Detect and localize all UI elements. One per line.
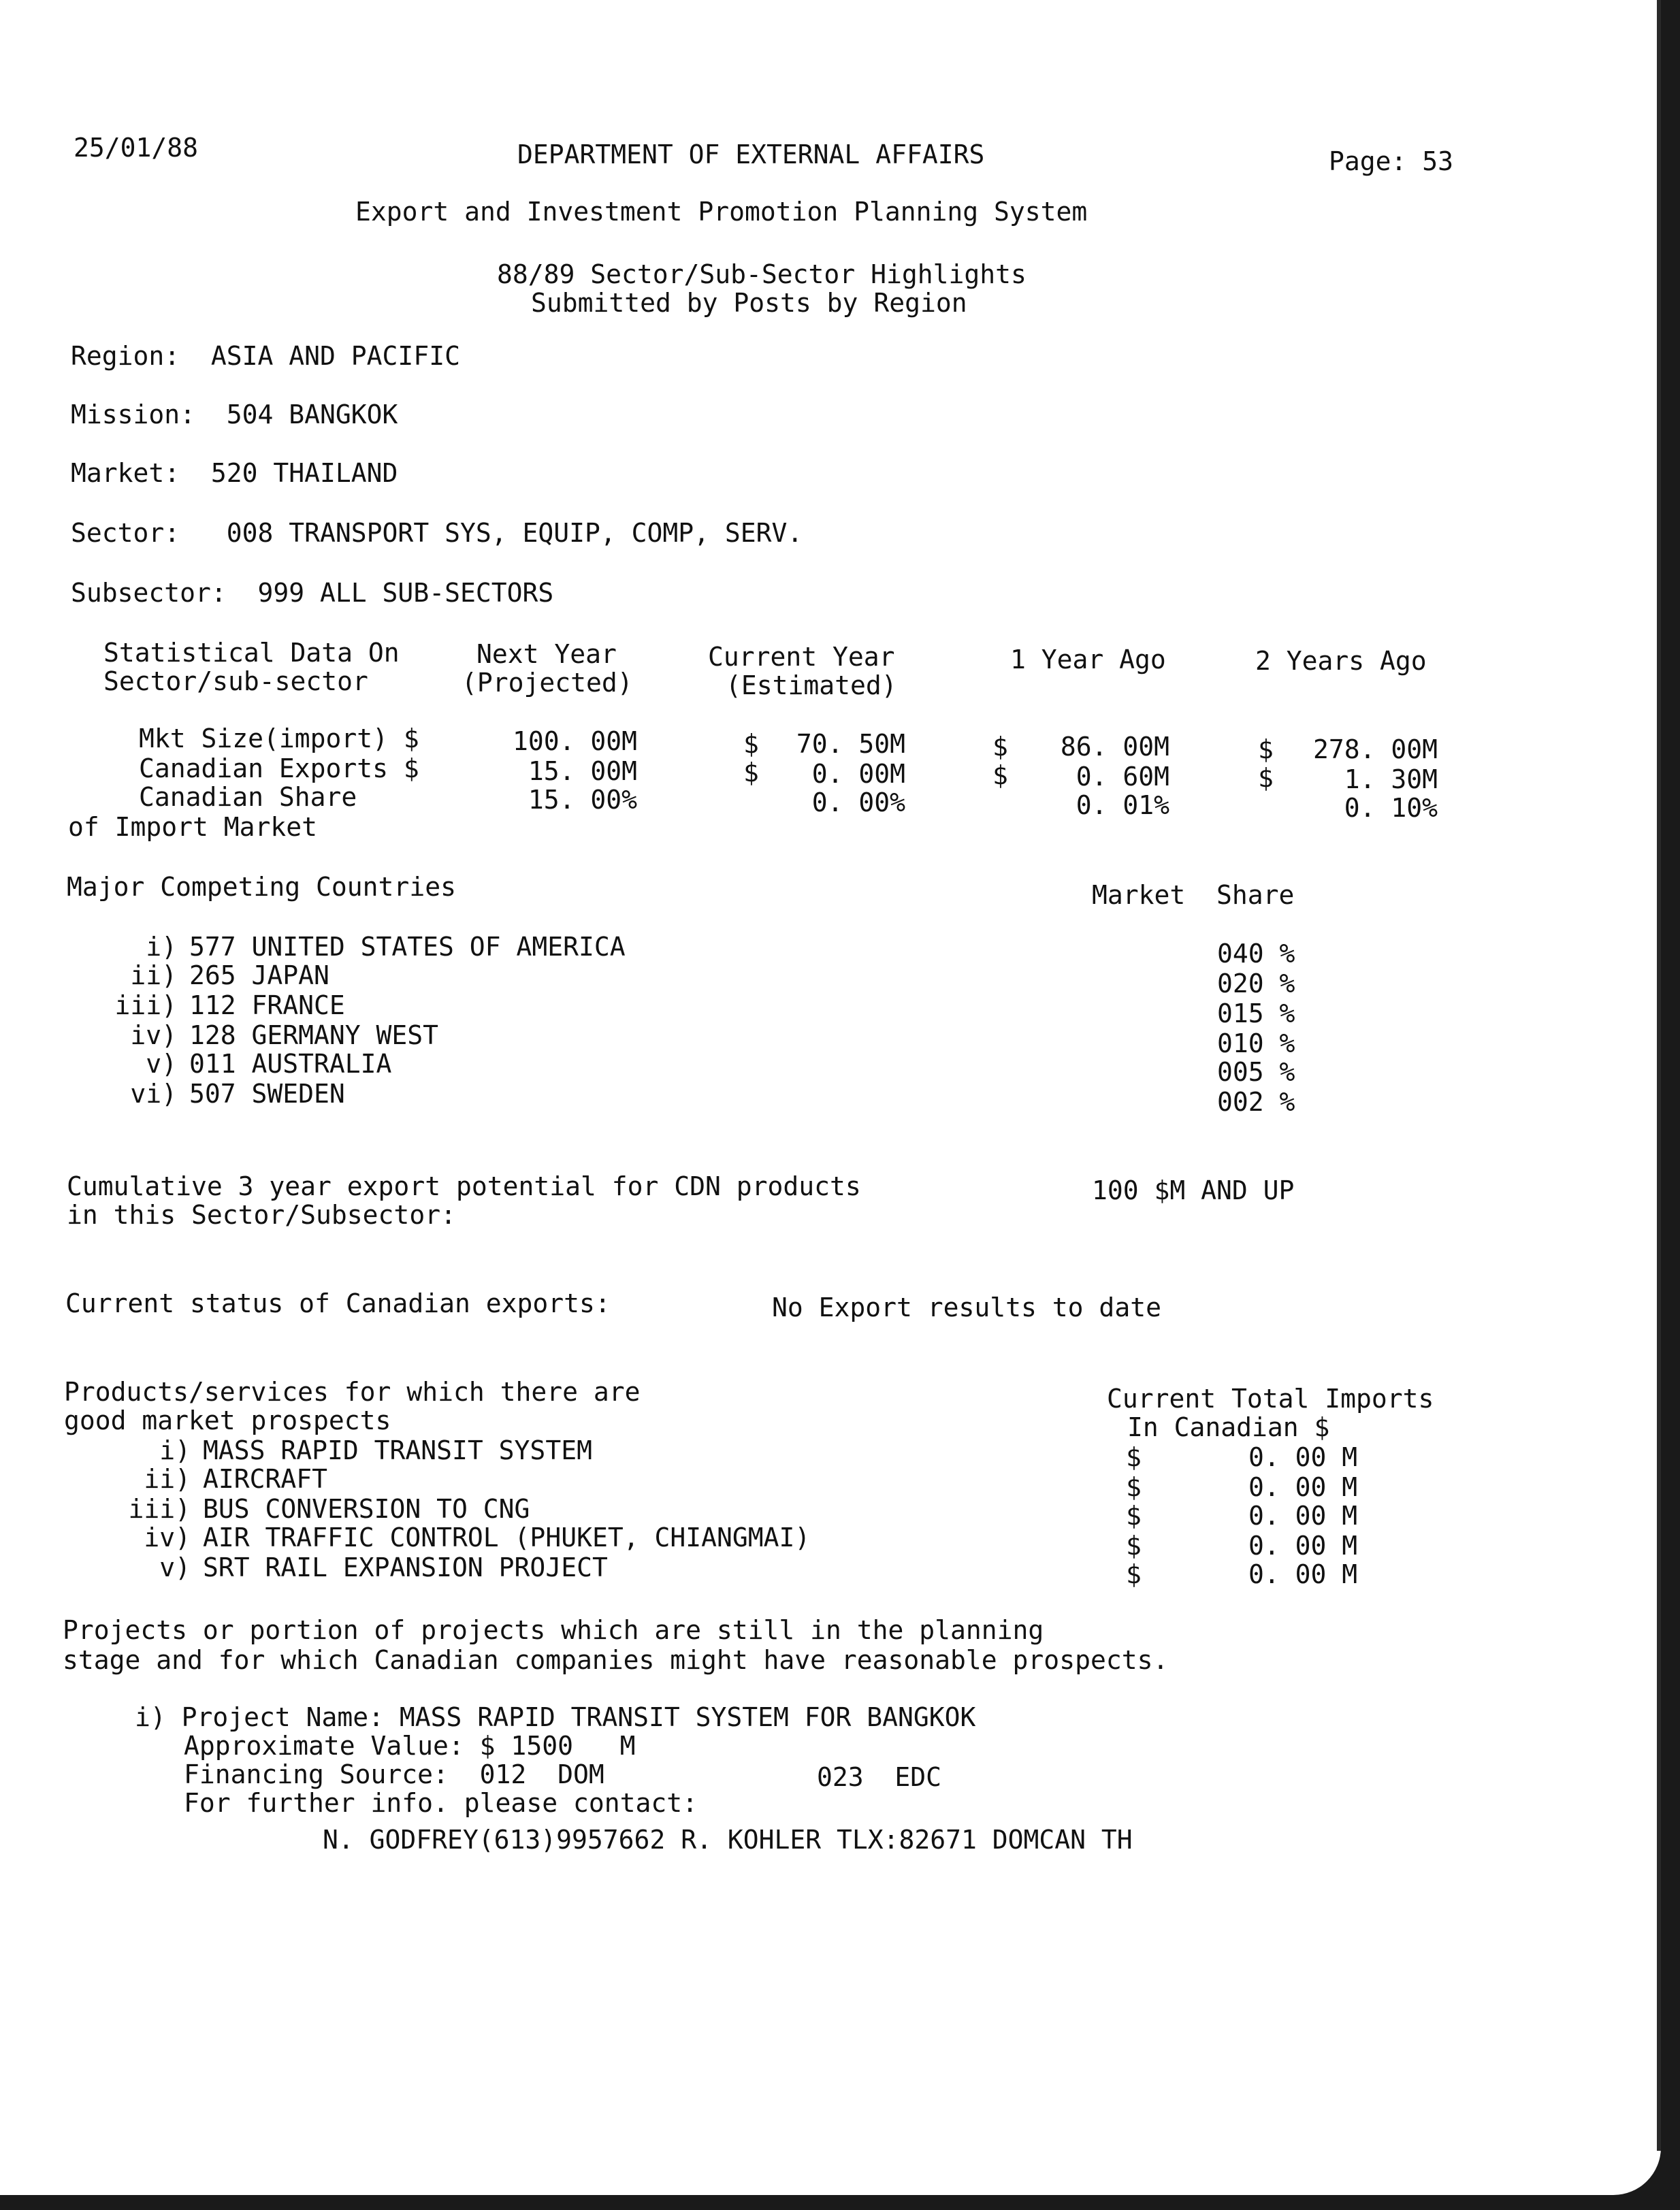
competitor-name: 577 UNITED STATES OF AMERICA (189, 932, 626, 962)
row-cdn-share-label: Canadian Share (139, 782, 357, 812)
product-name: AIRCRAFT (203, 1464, 328, 1494)
competitor-name: 128 GERMANY WEST (189, 1020, 439, 1050)
row-mkt-size-2ago-sym: $ (1258, 734, 1274, 764)
competitor-num: i) (146, 932, 177, 962)
row-cdn-exports-2ago-sym: $ (1258, 763, 1274, 793)
mission-field: Mission: 504 BANGKOK (71, 400, 398, 429)
potential-label-2: in this Sector/Subsector: (67, 1200, 456, 1230)
product-num: ii) (144, 1464, 191, 1494)
product-num: i) (159, 1435, 191, 1465)
product-sym: $ (1126, 1559, 1142, 1589)
competitor-name: 507 SWEDEN (189, 1079, 345, 1109)
competitor-num: vi) (130, 1079, 177, 1109)
product-value: 0. 00 M (1248, 1472, 1358, 1502)
row-mkt-size-current: 70. 50M (796, 729, 905, 759)
market-share-header: Market Share (1092, 880, 1295, 910)
competitors-title: Major Competing Countries (67, 872, 456, 902)
col-next-year-sub: (Projected) (462, 668, 633, 698)
product-sym: $ (1126, 1501, 1142, 1531)
competitor-share: 020 % (1217, 969, 1295, 998)
competitor-name: 112 FRANCE (189, 990, 345, 1020)
col-2-years-ago: 2 Years Ago (1255, 646, 1427, 676)
competitor-num: v) (146, 1049, 177, 1079)
row-cdn-share-1ago: 0. 01% (1076, 790, 1169, 820)
product-name: MASS RAPID TRANSIT SYSTEM (203, 1435, 592, 1465)
report-date: 25/01/88 (74, 133, 199, 163)
project-contact: N. GODFREY(613)9957662 R. KOHLER TLX:82671 DOMCAN TH (323, 1825, 1133, 1855)
col-next-year: Next Year (476, 639, 617, 669)
potential-value: 100 $M AND UP (1092, 1175, 1295, 1205)
product-name: SRT RAIL EXPANSION PROJECT (203, 1553, 608, 1582)
product-num: iii) (128, 1494, 191, 1524)
row-cdn-share-next: 15. 00% (528, 785, 637, 815)
competitor-share: 040 % (1217, 939, 1295, 969)
product-value: 0. 00 M (1248, 1442, 1358, 1472)
row-cdn-share-label-cont: of Import Market (68, 812, 318, 842)
product-value: 0. 00 M (1248, 1501, 1358, 1531)
project-contact-label: For further info. please contact: (184, 1788, 698, 1818)
row-cdn-exports-next: 15. 00M (528, 756, 637, 786)
stats-header-label: Statistical Data On (103, 638, 400, 668)
products-label-2: good market prospects (64, 1405, 391, 1435)
competitor-num: iii) (114, 990, 177, 1020)
report-subtitle: Submitted by Posts by Region (531, 288, 967, 318)
products-label: Products/services for which there are (64, 1377, 641, 1407)
project-value: Approximate Value: $ 1500 M (184, 1731, 636, 1761)
row-mkt-size-next: 100. 00M (512, 726, 637, 756)
product-value: 0. 00 M (1248, 1559, 1358, 1589)
col-current-year: Current Year (708, 642, 895, 672)
market-field: Market: 520 THAILAND (71, 458, 398, 488)
row-mkt-size-1ago-sym: $ (992, 732, 1008, 762)
row-cdn-share-current: 0. 00% (811, 787, 905, 817)
projects-label: Projects or portion of projects which are still in the planning (63, 1615, 1044, 1645)
status-label: Current status of Canadian exports: (65, 1288, 611, 1318)
row-cdn-exports-label: Canadian Exports $ (139, 753, 419, 783)
row-mkt-size-label: Mkt Size(import) $ (139, 724, 419, 753)
stats-header-label-2: Sector/sub-sector (103, 666, 368, 696)
potential-label: Cumulative 3 year export potential for CDN products (67, 1171, 861, 1201)
imports-header: Current Total Imports (1107, 1384, 1434, 1414)
competitor-share: 015 % (1217, 998, 1295, 1028)
report-title: 88/89 Sector/Sub-Sector Highlights (497, 259, 1027, 289)
product-sym: $ (1126, 1442, 1142, 1472)
project-financing-2: 023 EDC (817, 1762, 942, 1792)
row-mkt-size-cur-sym: $ (743, 729, 759, 759)
product-sym: $ (1126, 1472, 1142, 1502)
product-value: 0. 00 M (1248, 1531, 1358, 1561)
row-cdn-exports-cur-sym: $ (743, 758, 759, 787)
row-mkt-size-2ago: 278. 00M (1312, 734, 1438, 764)
product-num: iv) (144, 1523, 191, 1553)
system-title: Export and Investment Promotion Planning System (355, 197, 1088, 227)
product-sym: $ (1126, 1531, 1142, 1561)
competitor-num: iv) (130, 1020, 177, 1050)
imports-header-2: In Canadian $ (1127, 1412, 1330, 1442)
competitor-share: 002 % (1217, 1087, 1295, 1117)
department-title: DEPARTMENT OF EXTERNAL AFFAIRS (517, 140, 985, 169)
page-number: Page: 53 (1329, 146, 1454, 176)
product-num: v) (159, 1553, 191, 1582)
competitor-name: 265 JAPAN (189, 960, 329, 990)
row-cdn-share-2ago: 0. 10% (1344, 793, 1438, 823)
competitor-share: 005 % (1217, 1057, 1295, 1087)
product-name: BUS CONVERSION TO CNG (203, 1494, 530, 1524)
project-financing: Financing Source: 012 DOM (184, 1759, 604, 1789)
row-cdn-exports-1ago: 0. 60M (1076, 762, 1169, 792)
competitor-share: 010 % (1217, 1028, 1295, 1058)
sector-field: Sector: 008 TRANSPORT SYS, EQUIP, COMP, SERV. (71, 518, 803, 548)
col-1-year-ago: 1 Year Ago (1010, 645, 1166, 675)
product-name: AIR TRAFFIC CONTROL (PHUKET, CHIANGMAI) (203, 1523, 811, 1553)
competitor-num: ii) (130, 960, 177, 990)
row-cdn-exports-2ago: 1. 30M (1344, 764, 1438, 794)
region-field: Region: ASIA AND PACIFIC (71, 341, 460, 371)
row-cdn-exports-1ago-sym: $ (992, 760, 1008, 790)
competitor-name: 011 AUSTRALIA (189, 1049, 392, 1079)
row-cdn-exports-current: 0. 00M (811, 759, 905, 789)
subsector-field: Subsector: 999 ALL SUB-SECTORS (71, 578, 554, 608)
row-mkt-size-1ago: 86. 00M (1060, 732, 1169, 762)
projects-label-2: stage and for which Canadian companies might have reasonable prospects. (63, 1645, 1169, 1675)
col-current-year-sub: (Estimated) (726, 670, 897, 700)
status-value: No Export results to date (772, 1293, 1161, 1322)
project-name: i) Project Name: MASS RAPID TRANSIT SYSTEM FOR BANGKOK (135, 1702, 976, 1732)
